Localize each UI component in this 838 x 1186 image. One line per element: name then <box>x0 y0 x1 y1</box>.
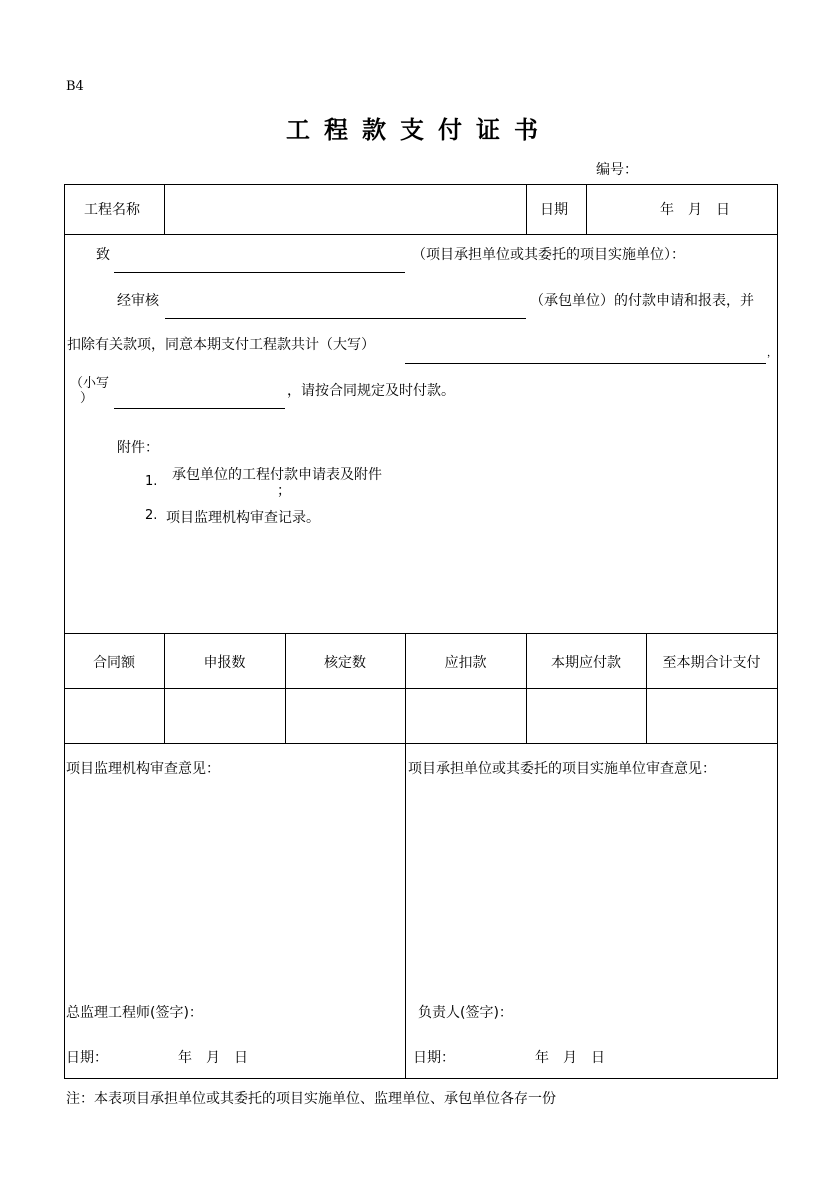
attachment-tail: ； <box>277 483 291 499</box>
header-cumulative: 至本期合计支付 <box>662 655 761 671</box>
form-code: B4 <box>66 79 84 94</box>
supervision-opinion-label: 项目监理机构审查意见： <box>66 761 220 777</box>
to-suffix: （项目承担单位或其委托的项目实施单位）： <box>412 247 685 263</box>
header-contract-amount: 合同额 <box>93 655 135 671</box>
project-name-label: 工程名称 <box>84 202 140 218</box>
comma: ， <box>767 348 777 359</box>
document-title: 工程款支付证书 <box>286 116 552 144</box>
attachments-label: 附件： <box>117 440 159 456</box>
header-approved: 核定数 <box>324 655 366 671</box>
footnote: 注：本表项目承担单位或其委托的项目实施单位、监理单位、承包单位各存一份 <box>66 1091 556 1107</box>
attachment-num: 1. <box>145 474 158 489</box>
amount-lowercase-blank[interactable] <box>114 408 285 409</box>
reviewed-prefix: 经审核 <box>117 293 159 309</box>
responsible-sign-label: 负责人(签字)： <box>418 1005 513 1021</box>
lower-suffix: ，请按合同规定及时付款。 <box>287 383 455 399</box>
contractor-blank[interactable] <box>165 318 526 319</box>
chief-engineer-sign-label: 总监理工程师(签字)： <box>66 1005 203 1021</box>
attachment-num: 2. <box>145 508 158 523</box>
to-prefix: 致 <box>96 247 110 263</box>
lower-prefix-close: ） <box>80 391 94 406</box>
attachment-item: 项目监理机构审查记录。 <box>166 510 320 526</box>
right-date-label: 日期： <box>413 1050 455 1066</box>
left-date-label: 日期： <box>66 1050 108 1066</box>
project-name-field[interactable] <box>165 185 525 233</box>
date-label: 日期 <box>540 202 568 218</box>
recipient-blank[interactable] <box>114 272 405 273</box>
header-deduction: 应扣款 <box>444 655 487 671</box>
lower-prefix: （小写 <box>70 376 110 391</box>
right-date-value[interactable]: 年 月 日 <box>535 1050 605 1066</box>
deduct-text: 扣除有关款项，同意本期支付工程款共计（大写） <box>67 337 375 353</box>
number-label: 编号： <box>596 162 638 178</box>
reviewed-suffix: （承包单位）的付款申请和报表，并 <box>530 293 754 309</box>
header-current-payable: 本期应付款 <box>551 655 621 671</box>
attachment-item: 承包单位的工程付款申请表及附件 <box>172 467 382 483</box>
left-date-value[interactable]: 年 月 日 <box>178 1050 248 1066</box>
date-value[interactable]: 年 月 日 <box>660 202 730 218</box>
implementer-opinion-label: 项目承担单位或其委托的项目实施单位审查意见： <box>408 761 716 777</box>
header-declared: 申报数 <box>203 655 246 671</box>
amount-uppercase-blank[interactable] <box>405 363 766 364</box>
